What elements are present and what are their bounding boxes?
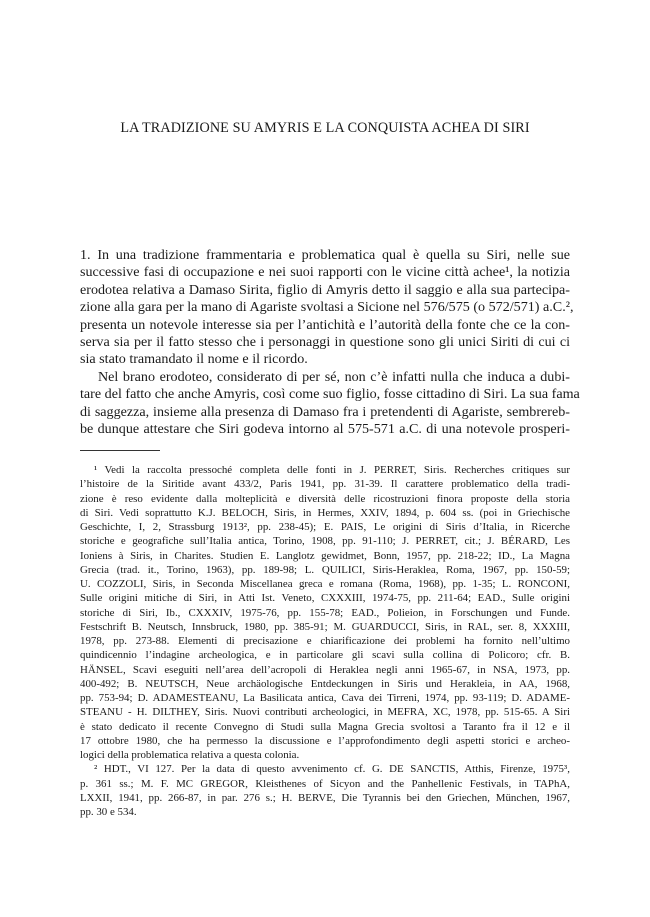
text-line: zione alla gara per la mano di Agariste svoltasi a Sicione nel 576/575 (o 572/571) a.C.², (80, 299, 574, 316)
text-line: Nel brano erodoteo, considerato di per sé, non c’è infatti nulla che induca a dubi- (98, 368, 570, 385)
footnote-line: storiche di Siri, Ib., CXXXIV, 1975-76, pp. 155-78; EAD., Polieion, in Forschungen und Funde. (80, 606, 570, 619)
footnote-line: ² HDT., VI 127. Per la data di questo avvenimento cf. G. DE SANCTIS, Atthis, Firenze, 1975³, (94, 763, 570, 776)
footnote-line: p. 361 ss.; M. F. MC GREGOR, Kleisthenes of Sicyon and the Panhellenic Festivals, in TAPhA, (80, 777, 570, 790)
footnote-line: logici della problematica relativa a questa colonia. (80, 749, 300, 761)
text-line: di saggezza, insieme alla presenza di Damaso fra i pretendenti di Agariste, sembrereb- (80, 403, 570, 420)
footnote-line: quindicennio l’indagine archeologica, e in particolare gli scavi sulla collina di Policoro; cfr. B. (80, 649, 570, 662)
text-line: erodotea relativa a Damaso Sirita, figlio di Amyris detto il saggio e alla sua partecipa- (80, 281, 570, 298)
footnote-line: HÄNSEL, Scavi eseguiti nell’area dell’acropoli di Heraklea negli anni 1965-67, in NSA, 1973, pp. (80, 663, 570, 676)
footnote-line: LXXII, 1941, pp. 266-87, in par. 276 s.; H. BERVE, Die Tyrannis bei den Griechen, München, 1967, (80, 791, 570, 804)
footnote-line: di Siri. Vedi soprattutto K.J. BELOCH, Siris, in Hermes, XXIV, 1894, p. 604 ss. (poi in Griechische (80, 506, 570, 519)
text-line: presenta un notevole interesse sia per l’antichità e l’autorità della fonte che ce la con- (80, 316, 570, 333)
footnotes (80, 463, 570, 819)
footnote-line: U. COZZOLI, Siris, in Seconda Miscellanea greca e romana (Roma, 1968), pp. 1-35; L. RONCONI, (80, 578, 570, 590)
footnote-line: Geschichte, I, 2, Strassburg 1913², pp. 238-45); E. PAIS, Le origini di Siris d’Italia, in Ricerche (80, 521, 570, 533)
footnote-line: ¹ Vedi la raccolta pressoché completa delle fonti in J. PERRET, Siris. Recherches critiques sur (94, 464, 570, 476)
text-line: serva sia per il fatto stesso che i personaggi in questione sono gli unici Siriti di cui ci (80, 333, 570, 350)
chapter-title: LA TRADIZIONE SU AMYRIS E LA CONQUISTA ACHEA DI SIRI (120, 120, 530, 136)
footnote-line: Grecia (trad. it., Torino, 1963), pp. 189-98; L. QUILICI, Siris-Heraklea, Roma, 1967, pp. 150-59; (80, 563, 570, 576)
footnote-line: STEANU - H. DILTHEY, Siris. Nuovi contributi archeologici, in MEFRA, XC, 1978, pp. 515-65. A Siri (80, 706, 570, 719)
text-line: tare del fatto che anche Amyris, così come suo figlio, fosse cittadino di Siri. La sua fama (80, 386, 580, 403)
text-line: 1. In una tradizione frammentaria e problematica qual è quella su Siri, nelle sue (80, 247, 570, 263)
footnote-line: 17 ottobre 1980, che ha permesso la discussione e l’approfondimento degli aspetti storici e archeo- (80, 734, 570, 747)
text-line: sia stato tramandato il nome e il ricordo. (80, 351, 308, 368)
footnote-line: è stato dedicato il recente Convegno di Studi sulla Magna Grecia svoltosi a Taranto fra il 12 e il (80, 720, 570, 733)
footnote-line: zione è reso evidente dalla molteplicità e diversità delle ricostruzioni finora proposte della storia (80, 492, 570, 505)
footnote-line: l’histoire de la Siritide avant 433/2, Paris 1941, pp. 31-39. Il carattere problematico della tradi- (80, 478, 570, 491)
footnote-line: pp. 30 e 534. (80, 806, 137, 818)
footnote-line: Ioniens à Siris, in Charites. Studien E. Langlotz gewidmet, Bonn, 1957, pp. 218-22; ID., La Magna (80, 549, 570, 562)
footnote-line: 1978, pp. 273-88. Elementi di precisazione e chiarificazione dei problemi ha fornito nell’ultimo (80, 635, 570, 647)
text-line: be dunque attestare che Siri godeva intorno al 575-571 a.C. di una notevole prosperi- (80, 420, 570, 437)
footnote-line: storiche e geografiche sull’Italia antica, Torino, 1908, pp. 91-110; J. PERRET, cit.; J. BÉRARD, Les (80, 535, 570, 548)
footnote-line: pp. 753-94; D. ADAMESTEANU, La Basilicata antica, Cava dei Tirreni, 1974, pp. 93-119; D. ADAME- (80, 692, 570, 704)
main-text (80, 247, 580, 438)
text-line: successive fasi di occupazione e nei suoi rapporti con le vicine città achee¹, la notizia (80, 264, 570, 281)
footnote-line: Sulle origini mitiche di Siri, in Atti Ist. Veneto, CXXXIII, 1974-75, pp. 211-64; EAD., Sulle origini (80, 592, 570, 605)
footnote-separator (80, 450, 160, 451)
footnote-line: 400-492; B. NEUTSCH, Neue archäologische Entdeckungen in Siris und Herakleia, in AA, 1968, (80, 677, 570, 690)
footnote-line: Festschrift B. Neutsch, Innsbruck, 1980, pp. 385-91; M. GUARDUCCI, Siris, in RAL, ser. 8, XXXIII, (80, 620, 570, 633)
